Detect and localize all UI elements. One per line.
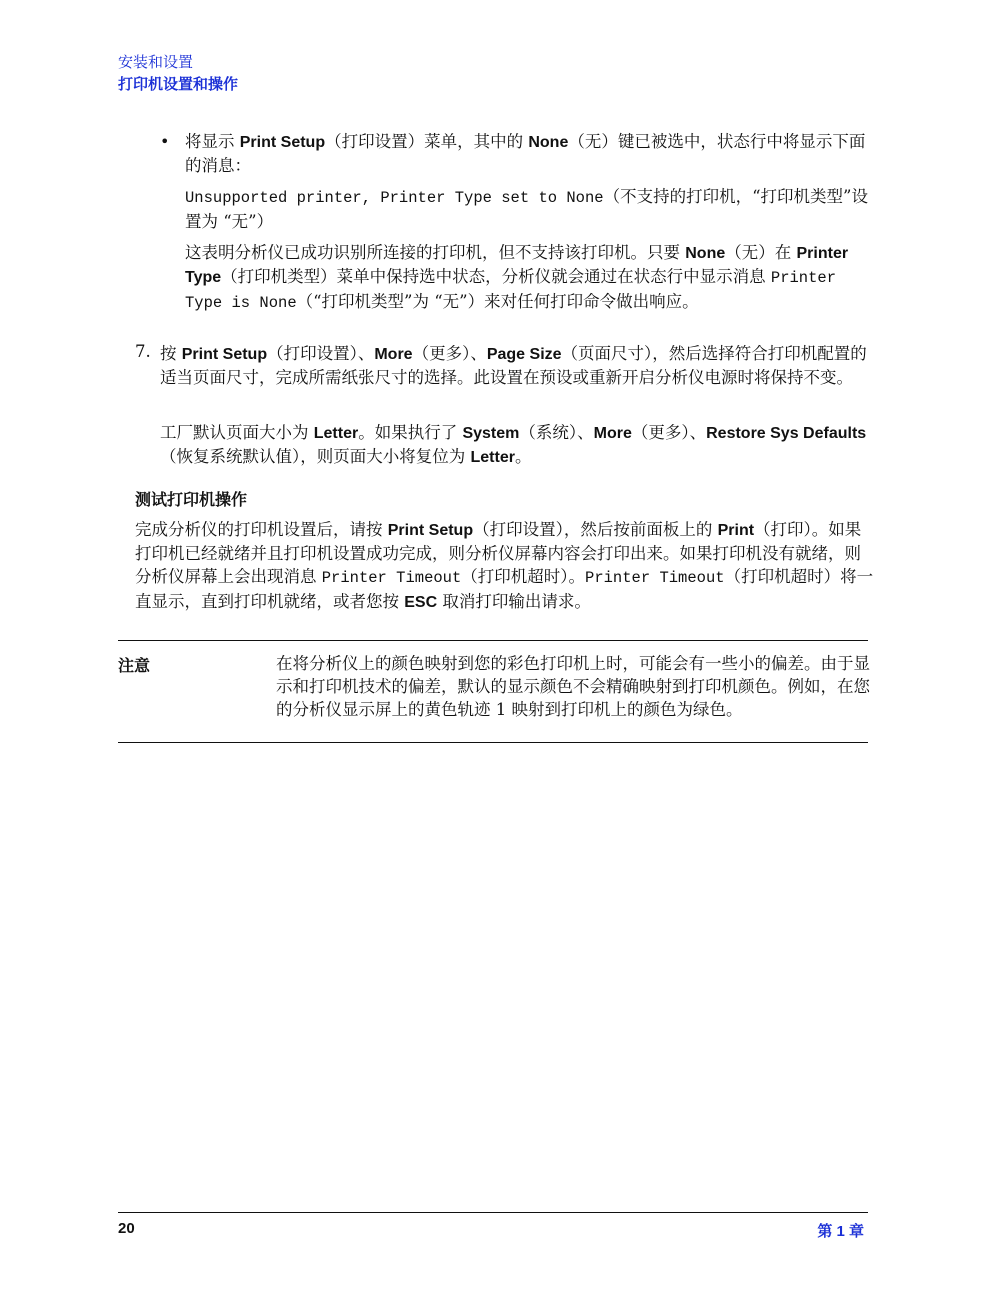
header-subsection: 打印机设置和操作 <box>118 76 239 93</box>
running-header <box>118 52 238 96</box>
header-section: 安装和设置 <box>118 54 194 71</box>
step7-defaults: 工厂默认页面大小为 Letter。如果执行了 System（系统）、More（更多）、Restore Sys Defaults（恢复系统默认值），则页面大小将复位为 Letter。 <box>160 423 867 466</box>
softkey-none: None <box>528 134 569 151</box>
note-label: 注意 <box>118 658 151 675</box>
status-message-code: Unsupported printer, Printer Type set to None <box>185 189 604 207</box>
section-heading: 测试打印机操作 <box>135 492 248 509</box>
chapter-label: 第 1 章 <box>817 1223 864 1240</box>
bullet-explanation: 这表明分析仪已成功识别所连接的打印机，但不支持该打印机。只要 None（无）在 Printer Type（打印机类型）菜单中保持选中状态，分析仪就会通过在状态行中显示消息 Printer Type is None（“打印机类型”为 “无”）来对任何打印命令做出响应。 <box>185 243 849 312</box>
test-paragraph: 完成分析仪的打印机设置后，请按 Print Setup（打印设置），然后按前面板上的 Print（打印）。如果打印机已经就绪并且打印机设置成功完成，则分析仪屏幕内容会打印出来。如果打印机没有就绪，则分析仪屏幕上会出现消息 Printer Timeout（打印机超时）。Printer Timeout（打印机超时）将一直显示，直到打印机就绪，或者您按 ESC 取消打印输出请求。 <box>135 520 874 611</box>
note-bottom-rule <box>118 742 868 743</box>
note-text: 在将分析仪上的颜色映射到您的彩色打印机上时，可能会有一些小的偏差。由于显示和打印机技术的偏差，默认的显示颜色不会精确映射到打印机颜色。例如，在您的分析仪显示屏上的黄色轨迹 1 映射到打印机上的颜色为绿色。 <box>276 654 870 719</box>
step-number: 7. <box>135 342 151 361</box>
footer-rule <box>118 1212 868 1213</box>
bullet-marker: • <box>160 132 170 151</box>
softkey-print-setup: Print Setup <box>239 134 326 151</box>
step7-paragraph: 按 Print Setup（打印设置）、More（更多）、Page Size（页面尺寸），然后选择符合打印机配置的适当页面尺寸，完成所需纸张尺寸的选择。此设置在预设或重新开启分析仪电源时将保持不变。 <box>160 344 867 387</box>
note-top-rule <box>118 640 868 641</box>
bullet-paragraph: 将显示 Print Setup（打印设置）菜单，其中的 None（无）键已被选中，状态行中将显示下面的消息： <box>185 132 866 175</box>
page-number: 20 <box>118 1220 135 1237</box>
status-message: Unsupported printer, Printer Type set to None（不支持的打印机，“打印机类型”设置为 “无”） <box>185 187 868 231</box>
